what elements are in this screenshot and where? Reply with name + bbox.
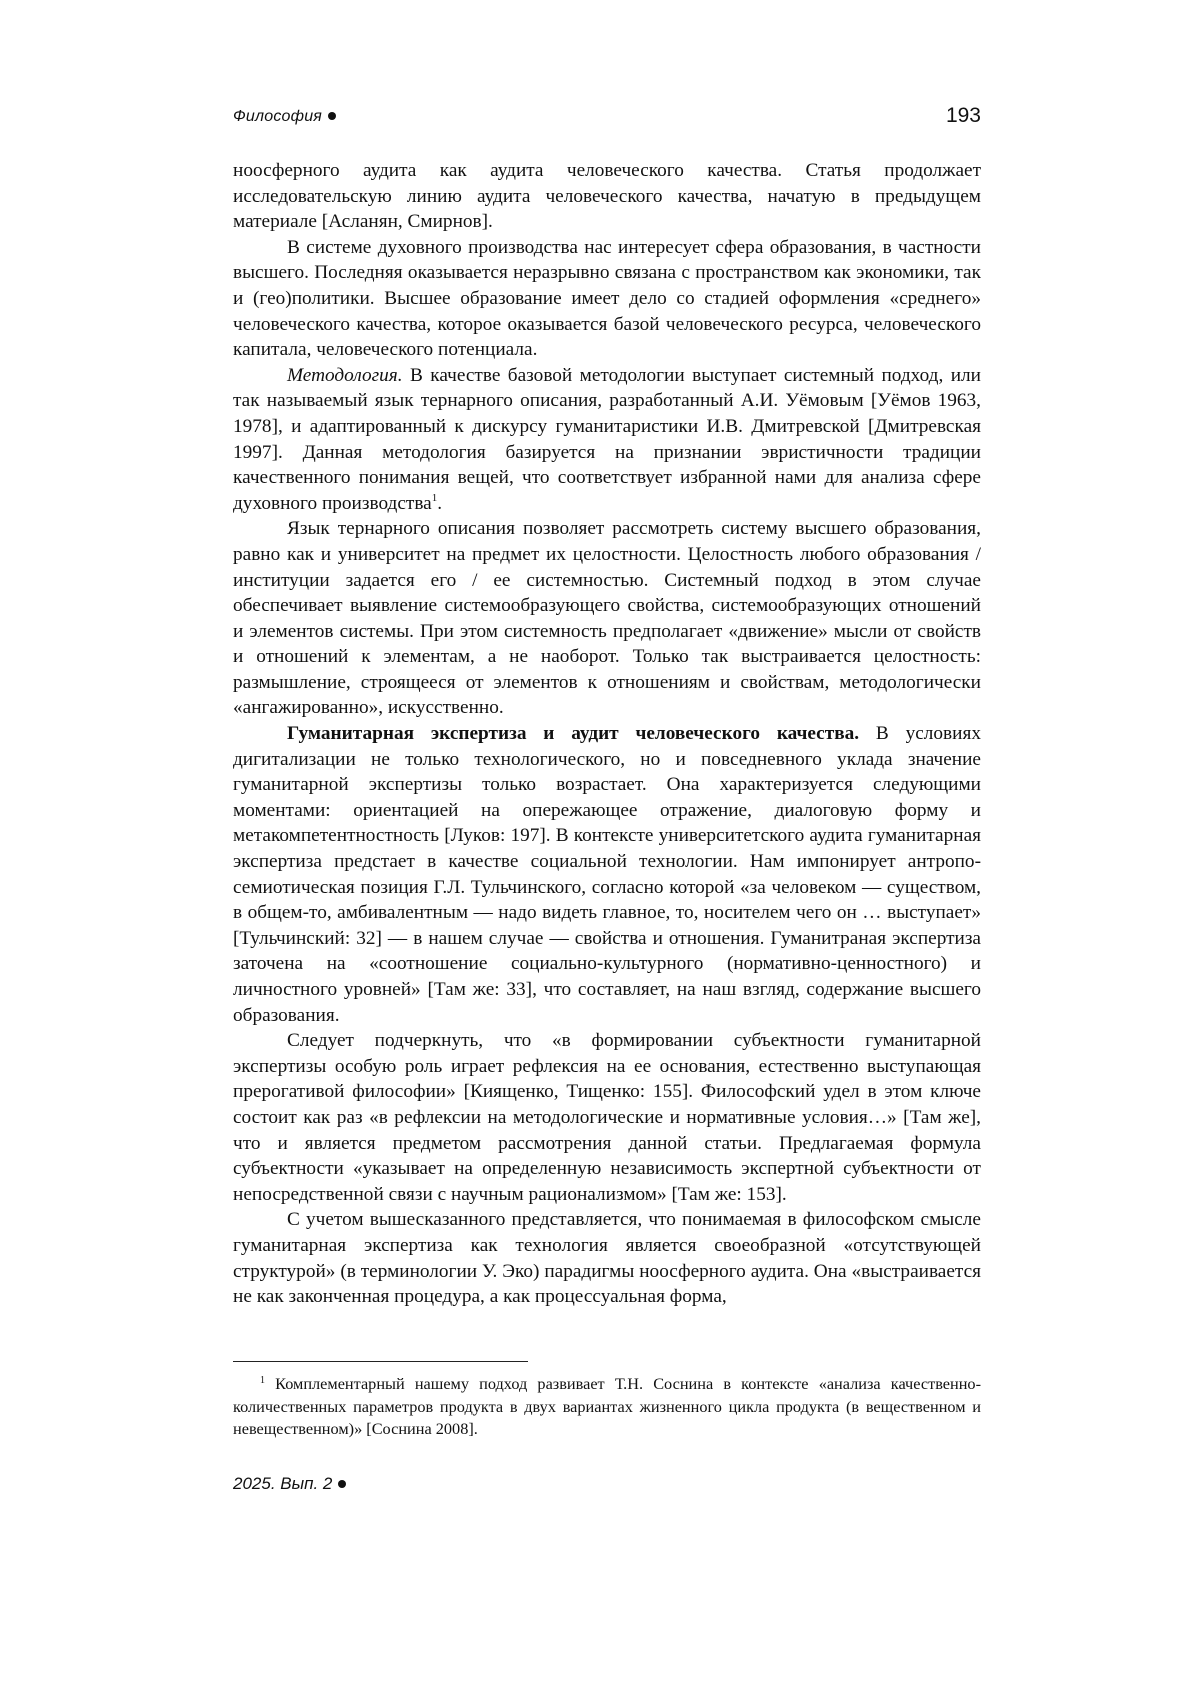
footnote-number: 1 <box>260 1375 265 1386</box>
paragraph-text: Язык тернарного описания позволяет рассмотреть систему высшего образования, равно как и университет на предмет их целостности. Целостность любого образования / институции задается его / ее системностью. Системный подход в этом случае обеспечивает выявление системообразующего свойства, системообразующих отношений и элементов системы. При этом системность предполагает «движение» мысли от свойств и отношений к элементам, а не наоборот. Только так выстраивается целостность: размышление, строящееся от элементов к отношениям и свойствам, методологически «ангажированно», искусственно. <box>233 518 981 719</box>
footnote <box>233 1373 981 1441</box>
footnote-divider <box>233 1361 528 1362</box>
page-number: 193 <box>945 104 981 127</box>
paragraph-text: ноосферного аудита как аудита человеческого качества. Статья продолжает исследовательскую линию аудита человеческого качества, начатую в предыдущем материале [Асланян, Смирнов]. <box>233 160 981 233</box>
bullet-icon <box>328 112 336 120</box>
running-header <box>233 100 981 136</box>
paragraph-tail: . <box>437 492 443 514</box>
paragraph-methodology <box>233 363 981 517</box>
run-in-heading: Методология. <box>287 364 403 386</box>
footnote-text: Комплементарный нашему подход развивает Т.Н. Соснина в контексте «анализа качественно-количественных параметров продукта в двух вариантах жизненного цикла продукта (в вещественном и невещественном)» [Соснина 2008]. <box>233 1374 981 1438</box>
paragraph-text: В условиях дигитализации не только технологического, но и повседневного уклада значение гуманитарной экспертизы только возрастает. Она характеризуется следующими моментами: ориентацией на опережающее отражение, диалоговую форму и метакомпетентностность [Луков: 197]. В контексте университетского аудита гуманитарная экспертиза предстает в качестве социальной технологии. Нам импонирует антропо-семиотическая позиция Г.Л. Тульчинского, согласно которой «за человеком — существом, в общем-то, амбивалентным — надо видеть главное, то, носителем чего он … выступает» [Тульчинский: 32] — в нашем случае — свойства и отношения. Гуманитраная экспертиза заточена на «соотношение социально-культурного (нормативно-ценностного) и личностного уровней» [Там же: 33], что составляет, на наш взгляд, содержание высшего образования. <box>233 723 981 1026</box>
section-title: Философия <box>233 108 323 125</box>
footnote-ref: 1 <box>431 491 438 504</box>
paragraph <box>233 158 981 235</box>
paragraph-text: В системе духовного производства нас интересует сфера образования, в частности высшего. Последняя оказывается неразрывно связана с пространством как экономики, так и (гео)политики. Высшее образование имеет дело со стадией оформления «среднего» человеческого качества, которое оказывается базой человеческого ресурса, человеческого капитала, человеческого потенциала. <box>233 236 981 361</box>
paragraph-expertise <box>233 721 981 1028</box>
paragraph-text: В качестве базовой методологии выступает системный подход, или так называемый язык тернарного описания, разработанный А.И. Уёмовым [Уёмов 1963, 1978], и адаптированный к дискурсу гуманитаристики И.В. Дмитревской [Дмитревская 1997]. Данная методология базируется на признании эвристичности традиции качественного понимания вещей, что соответствует избранной нами для анализа сфере духовного производства <box>233 364 981 514</box>
paragraph <box>233 1028 981 1207</box>
bullet-icon <box>338 1480 346 1488</box>
paragraph-text: С учетом вышесказанного представляется, что понимаемая в философском смысле гуманитарная экспертиза как технология является своеобразной «отсутствующей структурой» (в терминологии У. Эко) парадигмы ноосферного аудита. Она «выстраивается не как законченная процедура, а как процессуальная форма, <box>233 1209 981 1308</box>
issue-footer <box>233 1474 346 1494</box>
paragraph-text: Следует подчеркнуть, что «в формировании субъектности гуманитарной экспертизы особую роль играет рефлексия на ее основания, естественно выступающая прерогативой философии» [Киященко, Тищенко: 155]. Философский удел в этом ключе состоит как раз «в рефлексии на методологические и нормативные условия…» [Там же], что и является предметом рассмотрения данной статьи. Предлагаемая формула субъектности «указывает на определенную независимость экспертной субъектности от непосредственной связи с научным рационализмом» [Там же: 153]. <box>233 1030 981 1205</box>
paragraph <box>233 235 981 363</box>
article-body <box>233 158 981 1310</box>
running-head <box>233 108 336 126</box>
run-in-heading: Гуманитарная экспертиза и аудит человеческого качества. <box>287 723 860 745</box>
paragraph <box>233 1207 981 1309</box>
paragraph <box>233 516 981 721</box>
issue-label: 2025. Вып. 2 <box>233 1474 333 1493</box>
